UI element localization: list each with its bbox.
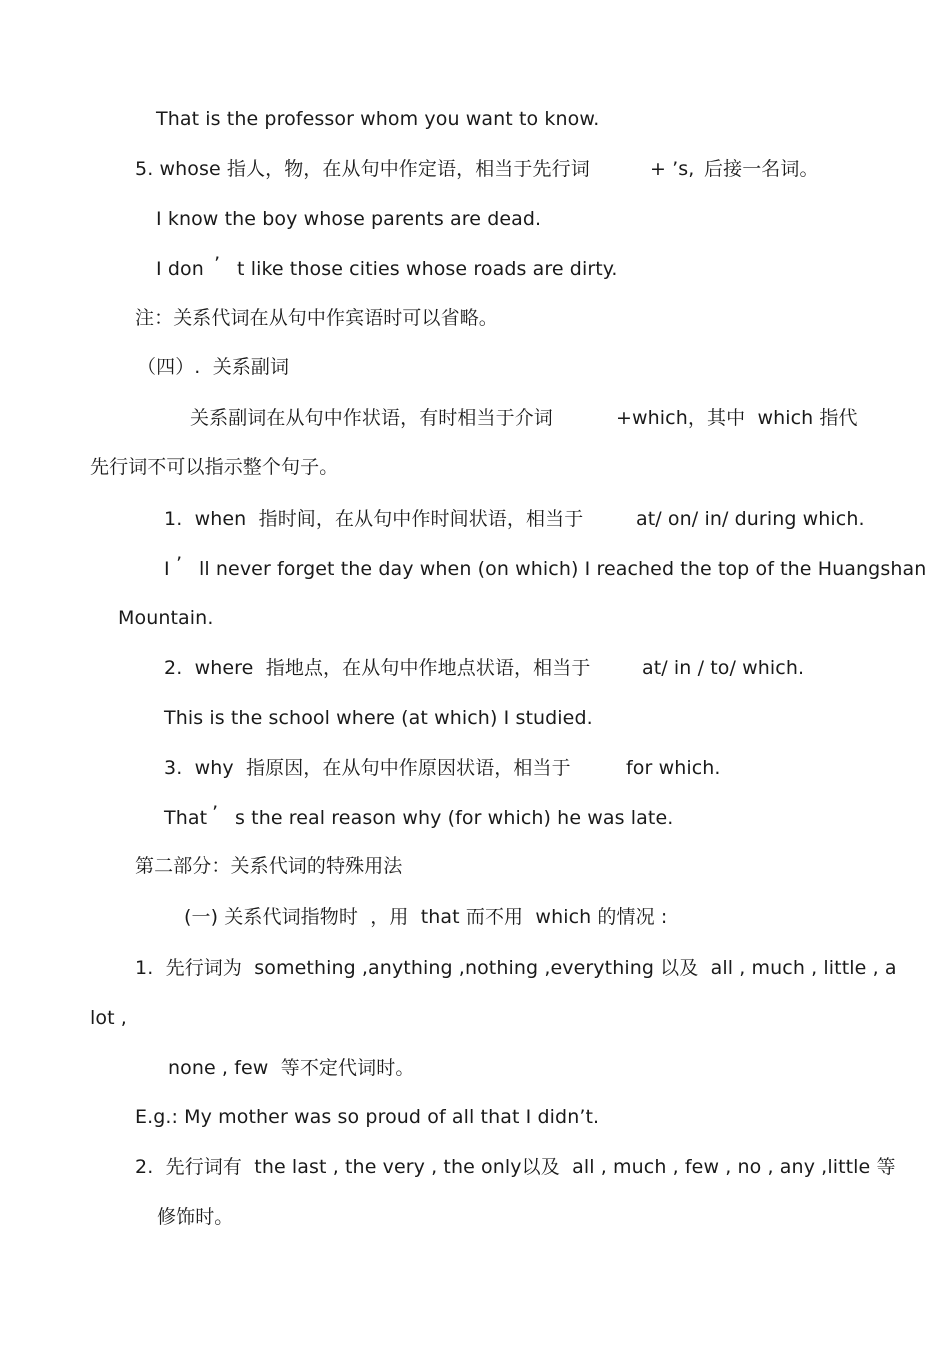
rule-indefinite-pronouns: 1. 先行词为 something ,anything ,nothing ,everything 以及 all , much , little , a — [135, 957, 897, 979]
example-cities-a: I don — [156, 258, 204, 280]
rule-when: 1. when 指时间，在从句中作时间状语，相当于 — [164, 508, 584, 530]
example-huangshan-apostrophe: ’ — [176, 553, 183, 575]
rule-indefinite-pronouns-end: none , few 等不定代词时。 — [168, 1057, 415, 1079]
example-cities-b: t like those cities whose roads are dirty. — [237, 258, 618, 280]
adverb-intro-b: +which，其中 which 指代 — [616, 407, 858, 429]
example-huangshan-a: I — [164, 558, 170, 580]
rule-where-equivalent: at/ in / to/ which. — [642, 657, 805, 679]
example-reason-apostrophe: ’ — [212, 802, 219, 824]
rule-indefinite-pronouns-cont: lot , — [90, 1007, 127, 1029]
adverb-intro-a: 关系副词在从句中作状语，有时相当于介词 — [190, 407, 553, 429]
rule-modifiers: 2. 先行词有 the last , the very , the only以及 all , much , few , no , any ,little 等 — [135, 1156, 896, 1178]
rule-when-equivalent: at/ on/ in/ during which. — [636, 508, 865, 530]
example-reason-a: That — [164, 807, 208, 829]
example-reason-b: s the real reason why (for which) he was late. — [235, 807, 674, 829]
example-school: This is the school where (at which) I studied. — [164, 707, 593, 729]
part-two-heading: 第二部分：关系代词的特殊用法 — [135, 855, 403, 877]
rule-whose-possessive: + ’s, — [650, 158, 695, 180]
rule-whose: 5. whose 指人，物，在从句中作定语，相当于先行词 — [135, 158, 590, 180]
rule-modifiers-end: 修饰时。 — [157, 1206, 234, 1228]
rule-where: 2. where 指地点，在从句中作地点状语，相当于 — [164, 657, 591, 679]
rule-why-equivalent: for which. — [626, 757, 721, 779]
section-heading-4: （四）. 关系副词 — [137, 356, 290, 378]
example-huangshan-b: ll never forget the day when (on which) I reached the top of the Huangshan — [199, 558, 927, 580]
adverb-intro-c: 先行词不可以指示整个句子。 — [90, 456, 339, 478]
subsection-that-not-which: (一) 关系代词指物时 ，用 that 而不用 which 的情况 : — [184, 906, 668, 928]
example-huangshan-c: Mountain. — [118, 607, 214, 629]
example-professor: That is the professor whom you want to know. — [156, 108, 600, 130]
rule-why: 3. why 指原因，在从句中作原因状语，相当于 — [164, 757, 571, 779]
note-omit: 注：关系代词在从句中作宾语时可以省略。 — [135, 307, 498, 329]
rule-whose-tail: 后接一名词。 — [704, 158, 819, 180]
example-boy: I know the boy whose parents are dead. — [156, 208, 542, 230]
example-cities-apostrophe: ’ — [214, 253, 221, 275]
example-mother: E.g.: My mother was so proud of all that I didn’t. — [135, 1106, 600, 1128]
